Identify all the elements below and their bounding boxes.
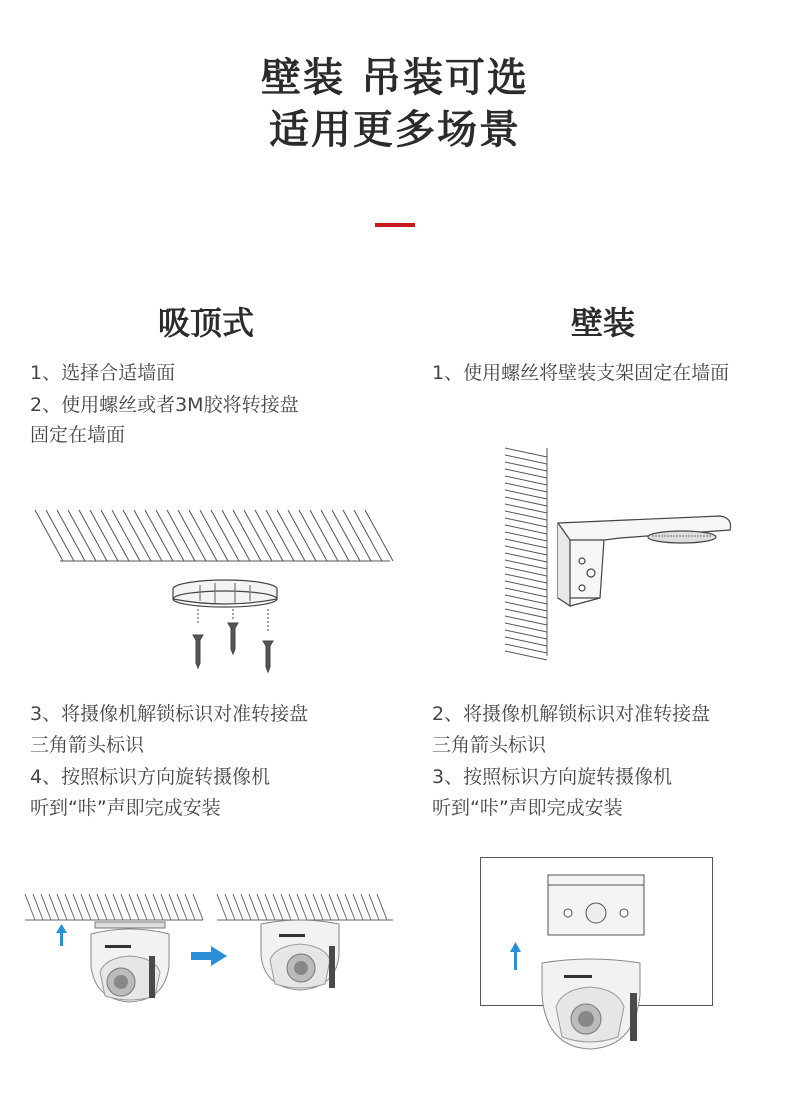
hatch-line (505, 462, 547, 471)
hatch-line (505, 609, 547, 618)
hatch-line (156, 510, 184, 561)
hatch-line (281, 894, 291, 920)
hatch-line (505, 483, 547, 492)
hatch-line (153, 894, 163, 920)
hatch-line (505, 637, 547, 646)
hatch-line (73, 894, 83, 920)
left-step-3a: 3、将摄像机解锁标识对准转接盘 (30, 703, 309, 725)
hatch-line (25, 894, 35, 920)
left-step-3b: 三角箭头标识 (30, 734, 145, 756)
hatch-line (505, 539, 547, 548)
hatch-line (332, 510, 360, 561)
right-step-1: 1、使用螺丝将壁装支架固定在墙面 (432, 362, 730, 384)
wall-bracket-front (548, 875, 644, 935)
hatch-line (90, 510, 118, 561)
hatch-line (505, 588, 547, 597)
hatch-line (249, 894, 259, 920)
left-step-2a: 2、使用螺丝或者3M胶将转接盘 (30, 394, 299, 416)
hatch-line (225, 894, 235, 920)
hatch-line (505, 518, 547, 527)
hatch-line (505, 616, 547, 625)
left-step-4b: 听到“咔”声即完成安装 (30, 797, 221, 819)
hatch-line (33, 894, 43, 920)
hatch-line (41, 894, 51, 920)
hatch-line (505, 476, 547, 485)
hatch-line (337, 894, 347, 920)
ceiling-mount-illustration (30, 505, 400, 685)
hatch-line (321, 894, 331, 920)
hatch-line (505, 644, 547, 653)
hatch-line (193, 894, 203, 920)
ceiling-hatch (35, 510, 393, 561)
left-heading: 吸顶式 (158, 304, 255, 342)
hatch-line (97, 894, 107, 920)
hatch-line (101, 510, 129, 561)
hatch-line (121, 894, 131, 920)
hatch-line (345, 894, 355, 920)
hatch-line (265, 894, 275, 920)
right-step-3b: 听到“咔”声即完成安装 (432, 797, 623, 819)
hatch-line (505, 630, 547, 639)
right-arrow-icon (191, 946, 227, 966)
hatch-line (365, 510, 393, 561)
hatch-line (233, 510, 261, 561)
hatch-line (505, 623, 547, 632)
hatch-line (266, 510, 294, 561)
hatch-line (57, 894, 67, 920)
hatch-line (505, 532, 547, 541)
mount-plate (173, 580, 277, 607)
hatch-line (505, 574, 547, 583)
hatch-line (305, 894, 315, 920)
hatch-line (277, 510, 305, 561)
hatch-line (505, 448, 547, 457)
hatch-line (89, 894, 99, 920)
hatch-line (505, 553, 547, 562)
right-heading: 壁装 (571, 304, 636, 342)
hatch-line (255, 510, 283, 561)
hatch-line (49, 894, 59, 920)
hatch-line (361, 894, 371, 920)
hatch-line (310, 510, 338, 561)
title-line-1: 壁装 吊装可选 (261, 55, 529, 101)
hatch-line (505, 581, 547, 590)
hatch-line (161, 894, 171, 920)
hatch-line (65, 894, 75, 920)
hatch-line (185, 894, 195, 920)
camera-icon (261, 920, 339, 990)
hatch-line (211, 510, 239, 561)
title-divider (375, 223, 415, 227)
hatch-line (177, 894, 187, 920)
hatch-line (377, 894, 387, 920)
hatch-line (288, 510, 316, 561)
hatch-line (129, 894, 139, 920)
hatch-line (505, 525, 547, 534)
hatch-line (105, 894, 115, 920)
hatch-line (505, 546, 547, 555)
hatch-line (505, 455, 547, 464)
hatch-line (321, 510, 349, 561)
right-step-2a: 2、将摄像机解锁标识对准转接盘 (432, 703, 711, 725)
hatch-line (113, 894, 123, 920)
hatch-line (200, 510, 228, 561)
wall-bracket (558, 516, 731, 606)
camera-icon (91, 922, 169, 1002)
hatch-line (233, 894, 243, 920)
hatch-line (505, 560, 547, 569)
hatch-line (343, 510, 371, 561)
hatch-line (46, 510, 74, 561)
hatch-line (217, 894, 227, 920)
hatch-line (273, 894, 283, 920)
hatch-line (81, 894, 91, 920)
screw-icon (193, 609, 273, 672)
left-step-2b: 固定在墙面 (30, 424, 126, 446)
hatch-line (178, 510, 206, 561)
wall-hatch (505, 448, 547, 660)
hatch-line (222, 510, 250, 561)
ceiling-hatch-small (25, 894, 393, 920)
hatch-line (505, 504, 547, 513)
hatch-line (241, 894, 251, 920)
hatch-line (354, 510, 382, 561)
hatch-line (505, 567, 547, 576)
camera-icon (542, 959, 640, 1049)
hatch-line (505, 602, 547, 611)
hatch-line (289, 894, 299, 920)
hatch-line (313, 894, 323, 920)
hatch-line (123, 510, 151, 561)
up-arrow-icon (56, 924, 67, 946)
hatch-line (505, 651, 547, 660)
hatch-line (353, 894, 363, 920)
left-step-1: 1、选择合适墙面 (30, 362, 176, 384)
hatch-line (167, 510, 195, 561)
hatch-line (297, 894, 307, 920)
title-line-2: 适用更多场景 (269, 107, 521, 153)
ceiling-install-illustration (25, 890, 395, 1010)
hatch-line (505, 490, 547, 499)
right-step-3a: 3、按照标识方向旋转摄像机 (432, 766, 673, 788)
hatch-line (505, 469, 547, 478)
hatch-line (299, 510, 327, 561)
left-step-4a: 4、按照标识方向旋转摄像机 (30, 766, 271, 788)
hatch-line (134, 510, 162, 561)
hatch-line (244, 510, 272, 561)
hatch-line (369, 894, 379, 920)
hatch-line (57, 510, 85, 561)
hatch-line (505, 511, 547, 520)
hatch-line (329, 894, 339, 920)
hatch-line (68, 510, 96, 561)
hatch-line (137, 894, 147, 920)
hatch-line (505, 497, 547, 506)
hatch-line (505, 595, 547, 604)
hatch-line (189, 510, 217, 561)
hatch-line (79, 510, 107, 561)
hatch-line (257, 894, 267, 920)
hatch-line (35, 510, 63, 561)
hatch-line (112, 510, 140, 561)
hatch-line (169, 894, 179, 920)
hatch-line (145, 510, 173, 561)
hatch-line (145, 894, 155, 920)
right-step-2b: 三角箭头标识 (432, 734, 547, 756)
wall-install-illustration (480, 857, 715, 1057)
wall-bracket-illustration (500, 448, 740, 658)
